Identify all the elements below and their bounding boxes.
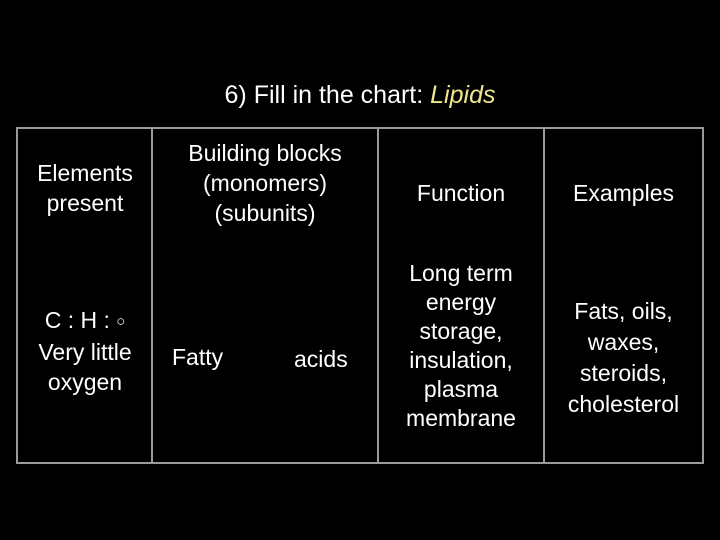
- table-border-right: [702, 128, 704, 464]
- examples-line-1: Fats, oils,: [574, 298, 673, 324]
- cell-examples: [545, 296, 702, 420]
- header-examples: Examples: [573, 180, 674, 206]
- cell-function: [379, 259, 543, 433]
- header-building-blocks: [153, 138, 377, 228]
- cell-elements-present: [18, 305, 152, 397]
- examples-line-4: cholesterol: [567, 391, 680, 417]
- oxygen-circle-symbol: ○: [116, 312, 126, 330]
- cell-building-blocks-word-2: acids: [294, 346, 348, 372]
- header-elements-present: [18, 158, 152, 218]
- elements-note-line-1: Very little: [38, 338, 132, 365]
- title-highlight-lipids: Lipids: [430, 81, 496, 109]
- function-line-6: membrane: [406, 405, 516, 431]
- header-elements-line-1: Elements: [37, 160, 133, 186]
- function-line-5: plasma: [423, 376, 499, 402]
- elements-formula: [18, 305, 152, 337]
- slide-title: [0, 78, 720, 112]
- header-building-blocks-line-2: (monomers): [203, 170, 327, 196]
- function-line-2: energy: [425, 289, 497, 315]
- header-elements-line-2: present: [46, 190, 124, 216]
- cell-building-blocks-word-1: Fatty: [172, 344, 224, 370]
- examples-line-2: waxes,: [587, 329, 660, 355]
- header-function: Function: [416, 180, 506, 206]
- function-line-1: Long term: [409, 260, 513, 286]
- table-border-bottom: [16, 462, 704, 464]
- title-prefix: 6) Fill in the chart:: [224, 81, 431, 109]
- table-border-top: [16, 127, 704, 129]
- elements-formula-prefix: C : H :: [44, 307, 117, 333]
- header-building-blocks-line-3: (subunits): [214, 200, 316, 226]
- function-line-4: insulation,: [409, 347, 513, 373]
- header-building-blocks-line-1: Building blocks: [188, 140, 342, 166]
- elements-note-line-2: oxygen: [47, 368, 123, 395]
- function-line-3: storage,: [419, 318, 503, 344]
- examples-line-3: steroids,: [580, 360, 667, 386]
